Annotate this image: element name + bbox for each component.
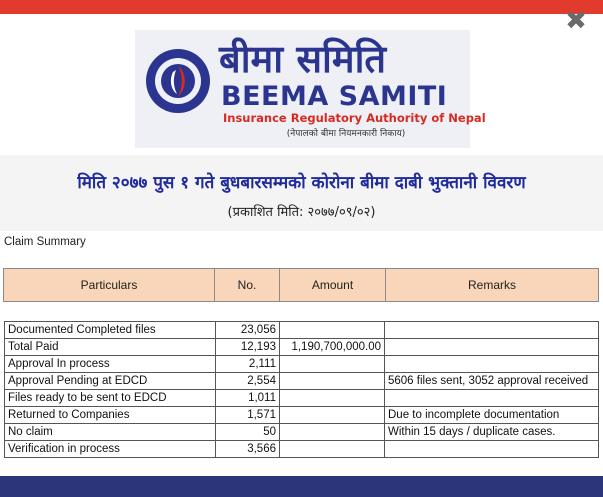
header-remarks: Remarks: [385, 268, 599, 302]
emblem-icon: [143, 46, 213, 116]
cell-remarks: [385, 322, 599, 339]
close-icon[interactable]: ✖: [565, 6, 587, 36]
logo-nepali-name: बीमा समिति: [219, 37, 387, 81]
table-row: [5, 339, 599, 356]
cell-particulars: Files ready to be sent to EDCD: [5, 390, 216, 407]
cell-particulars: Returned to Companies: [5, 407, 216, 424]
cell-amount: [280, 373, 385, 390]
cell-no: 1,011: [216, 390, 280, 407]
cell-amount: [280, 407, 385, 424]
cell-amount: [280, 441, 385, 458]
table-row: [5, 373, 599, 390]
table-row: [5, 441, 599, 458]
cell-particulars: Approval Pending at EDCD: [5, 373, 216, 390]
claim-summary-label: Claim Summary: [4, 236, 86, 248]
page-title: मिति २०७७ पुस १ गते बुधबारसम्मको कोरोना बीमा दाबी भुक्तानी विवरण: [77, 173, 526, 193]
cell-no: 1,571: [216, 407, 280, 424]
cell-amount: 1,190,700,000.00: [280, 339, 385, 356]
table-row: [5, 424, 599, 441]
header-particulars: Particulars: [3, 268, 215, 302]
cell-amount: [280, 322, 385, 339]
logo-subtitle: Insurance Regulatory Authority of Nepal: [223, 111, 486, 125]
header-amount: Amount: [279, 268, 386, 302]
cell-remarks: Within 15 days / duplicate cases.: [385, 424, 599, 441]
cell-no: 23,056: [216, 322, 280, 339]
cell-particulars: Approval In process: [5, 356, 216, 373]
cell-no: 2,111: [216, 356, 280, 373]
cell-remarks: [385, 356, 599, 373]
header-no: No.: [214, 268, 280, 302]
table-row: [5, 356, 599, 373]
claim-table: [4, 321, 599, 458]
cell-no: 2,554: [216, 373, 280, 390]
beema-samiti-logo: [135, 30, 486, 148]
cell-no: 3,566: [216, 441, 280, 458]
cell-particulars: Total Paid: [5, 339, 216, 356]
cell-particulars: Documented Completed files: [5, 322, 216, 339]
cell-remarks: [385, 339, 599, 356]
cell-no: 12,193: [216, 339, 280, 356]
cell-remarks: Due to incomplete documentation: [385, 407, 599, 424]
cell-particulars: No claim: [5, 424, 216, 441]
cell-particulars: Verification in process: [5, 441, 216, 458]
table-row: [5, 407, 599, 424]
cell-no: 50: [216, 424, 280, 441]
cell-remarks: [385, 390, 599, 407]
published-date: (प्रकाशित मिति: २०७७/०९/०२): [227, 205, 376, 220]
cell-amount: [280, 356, 385, 373]
cell-amount: [280, 424, 385, 441]
top-red-bar: [0, 0, 603, 14]
cell-remarks: [385, 441, 599, 458]
table-row: [5, 390, 599, 407]
bottom-blue-bar: [0, 476, 603, 497]
table-row: [5, 322, 599, 339]
cell-amount: [280, 390, 385, 407]
cell-remarks: 5606 files sent, 3052 approval received: [385, 373, 599, 390]
logo-nepali-subtitle: (नेपालको बीमा नियमनकारी निकाय): [286, 129, 406, 139]
logo-english-name: BEEMA SAMITI: [221, 81, 448, 112]
